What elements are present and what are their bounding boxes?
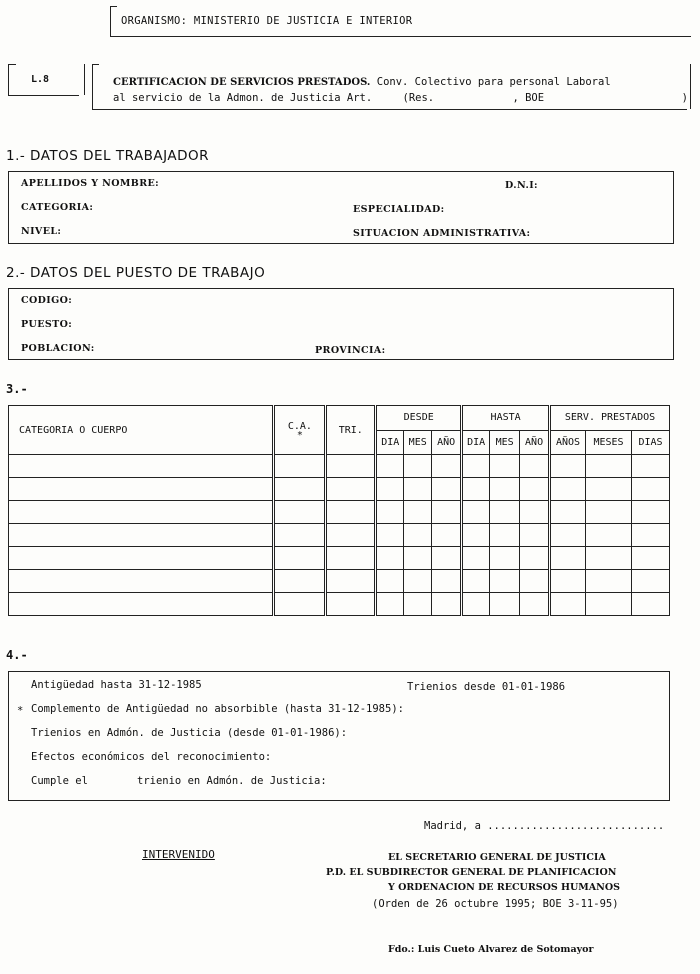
table-cell xyxy=(490,593,520,616)
table-cell xyxy=(432,524,462,547)
table-cell xyxy=(326,570,376,593)
table-row xyxy=(9,570,670,593)
table-cell xyxy=(490,547,520,570)
header-desde-dia: DIA xyxy=(376,430,404,455)
table-cell xyxy=(326,478,376,501)
form-code-box xyxy=(8,64,79,96)
complemento-text: Complemento de Antigüedad no absorbible (hasta 31-12-1985): xyxy=(31,703,404,715)
table-cell xyxy=(586,524,632,547)
signature-line: Fdo.: Luis Cueto Alvarez de Sotomayor xyxy=(388,944,594,955)
table-cell xyxy=(586,501,632,524)
table-cell xyxy=(586,593,632,616)
table-cell xyxy=(586,455,632,478)
boe-label: , BOE xyxy=(512,92,545,104)
table-cell xyxy=(9,570,274,593)
table-cell xyxy=(404,478,432,501)
section4-title: 4.- xyxy=(6,648,28,662)
cumple-rest-text: trienio en Admón. de Justicia: xyxy=(137,775,327,787)
table-cell xyxy=(274,524,326,547)
job-data-box xyxy=(8,288,674,360)
header-ca-mark: * xyxy=(296,429,303,441)
efectos-text: Efectos económicos del reconocimiento: xyxy=(31,751,272,763)
header-categoria: CATEGORIA O CUERPO xyxy=(9,406,274,455)
table-cell xyxy=(462,478,490,501)
table-cell xyxy=(9,455,274,478)
field-poblacion: POBLACION: xyxy=(21,343,95,354)
table-cell xyxy=(490,478,520,501)
table-cell xyxy=(550,547,586,570)
header-desde: DESDE xyxy=(376,406,462,431)
table-cell xyxy=(631,593,669,616)
table-cell xyxy=(520,547,550,570)
table-cell xyxy=(9,547,274,570)
certificate-title: CERTIFICACION DE SERVICIOS PRESTADOS. xyxy=(113,77,371,88)
table-body xyxy=(9,455,670,616)
table-cell xyxy=(9,478,274,501)
table-cell xyxy=(326,593,376,616)
form-code: L.8 xyxy=(31,74,50,85)
secretary-line-4: (Orden de 26 octubre 1995; BOE 3-11-95) xyxy=(372,898,619,910)
table-cell xyxy=(404,501,432,524)
table-cell xyxy=(631,478,669,501)
section3-title: 3.- xyxy=(6,382,28,396)
table-cell xyxy=(462,455,490,478)
services-table xyxy=(8,405,670,616)
header-meses: MESES xyxy=(586,430,632,455)
complemento-mark: * xyxy=(17,705,24,717)
table-cell xyxy=(274,570,326,593)
res-label: (Res. xyxy=(402,92,435,104)
table-cell xyxy=(550,455,586,478)
field-especialidad: ESPECIALIDAD: xyxy=(353,204,445,215)
table-cell xyxy=(550,570,586,593)
table-cell xyxy=(520,455,550,478)
table-cell xyxy=(432,593,462,616)
table-cell xyxy=(520,593,550,616)
table-cell xyxy=(274,501,326,524)
header-dias: DIAS xyxy=(631,430,669,455)
table-cell xyxy=(274,593,326,616)
secretary-line-1: EL SECRETARIO GENERAL DE JUSTICIA xyxy=(388,852,606,863)
table-cell xyxy=(550,478,586,501)
field-nivel: NIVEL: xyxy=(21,226,62,237)
table-cell xyxy=(520,501,550,524)
field-codigo: CODIGO: xyxy=(21,295,73,306)
madrid-date: Madrid, a ............................ xyxy=(424,820,665,832)
field-puesto: PUESTO: xyxy=(21,319,73,330)
closing-bracket: ) xyxy=(681,92,688,104)
table-cell xyxy=(631,570,669,593)
table-cell xyxy=(631,547,669,570)
table-cell xyxy=(404,547,432,570)
table-cell xyxy=(462,570,490,593)
table-cell xyxy=(462,593,490,616)
table-cell xyxy=(586,478,632,501)
table-cell xyxy=(376,593,404,616)
table-cell xyxy=(586,570,632,593)
certificate-article: al servicio de la Admon. de Justicia Art. xyxy=(113,92,373,104)
table-cell xyxy=(520,524,550,547)
certificate-convenio: Conv. Colectivo para personal Laboral xyxy=(376,76,611,88)
header-hasta-mes: MES xyxy=(490,430,520,455)
table-cell xyxy=(376,478,404,501)
table-cell xyxy=(404,593,432,616)
field-apellidos: APELLIDOS Y NOMBRE: xyxy=(21,178,160,189)
table-cell xyxy=(274,547,326,570)
header-hasta-ano: AÑO xyxy=(520,430,550,455)
field-categoria: CATEGORIA: xyxy=(21,202,94,213)
table-cell xyxy=(490,501,520,524)
secretary-line-2: P.D. EL SUBDIRECTOR GENERAL DE PLANIFICACION xyxy=(326,867,617,878)
table-cell xyxy=(326,547,376,570)
table-cell xyxy=(490,455,520,478)
section2-title: 2.- DATOS DEL PUESTO DE TRABAJO xyxy=(6,265,266,281)
table-cell xyxy=(586,547,632,570)
table-row xyxy=(9,501,670,524)
table-cell xyxy=(520,570,550,593)
field-situacion: SITUACION ADMINISTRATIVA: xyxy=(353,228,531,239)
table-cell xyxy=(376,455,404,478)
field-dni: D.N.I: xyxy=(505,180,538,191)
section1-title: 1.- DATOS DEL TRABAJADOR xyxy=(6,148,210,164)
table-cell xyxy=(432,478,462,501)
table-cell xyxy=(274,455,326,478)
table-cell xyxy=(432,455,462,478)
field-provincia: PROVINCIA: xyxy=(315,345,386,356)
table-row xyxy=(9,455,670,478)
certificate-box xyxy=(92,64,687,110)
table-row xyxy=(9,478,670,501)
header-hasta-dia: DIA xyxy=(462,430,490,455)
table-cell xyxy=(274,478,326,501)
table-cell xyxy=(376,570,404,593)
organism-box xyxy=(110,6,691,37)
table-cell xyxy=(432,501,462,524)
trienios-admon-text: Trienios en Admón. de Justicia (desde 01-01-1986): xyxy=(31,727,348,739)
table-cell xyxy=(550,501,586,524)
header-anos: AÑOS xyxy=(550,430,586,455)
intervenido-label: INTERVENIDO xyxy=(142,848,215,861)
table-cell xyxy=(376,501,404,524)
table-cell xyxy=(520,478,550,501)
table-row xyxy=(9,524,670,547)
table-cell xyxy=(404,455,432,478)
table-cell xyxy=(376,524,404,547)
seniority-box xyxy=(8,671,670,801)
worker-data-box xyxy=(8,171,674,244)
table-cell xyxy=(490,524,520,547)
table-cell xyxy=(9,593,274,616)
table-cell xyxy=(550,524,586,547)
cumple-el-text: Cumple el xyxy=(31,775,88,787)
table-row xyxy=(9,593,670,616)
table-cell xyxy=(432,547,462,570)
table-cell xyxy=(462,524,490,547)
table-cell xyxy=(404,570,432,593)
table-row xyxy=(9,547,670,570)
table-cell xyxy=(404,524,432,547)
header-hasta: HASTA xyxy=(462,406,550,431)
antiguedad-text: Antigüedad hasta 31-12-1985 xyxy=(31,679,202,691)
table-cell xyxy=(631,524,669,547)
header-serv: SERV. PRESTADOS xyxy=(550,406,670,431)
table-cell xyxy=(9,524,274,547)
table-header-row-1 xyxy=(9,406,670,431)
table-cell xyxy=(326,455,376,478)
certificate-line-2 xyxy=(113,92,544,104)
header-tri: TRI. xyxy=(326,406,376,455)
header-ca-label: C.A. xyxy=(287,420,312,432)
certificate-line-1 xyxy=(113,76,611,88)
organism-text: ORGANISMO: MINISTERIO DE JUSTICIA E INTERIOR xyxy=(121,15,413,27)
table-cell xyxy=(326,501,376,524)
table-cell xyxy=(462,501,490,524)
secretary-line-3: Y ORDENACION DE RECURSOS HUMANOS xyxy=(388,882,620,893)
table-cell xyxy=(9,501,274,524)
table-cell xyxy=(376,547,404,570)
table-cell xyxy=(432,570,462,593)
table-cell xyxy=(550,593,586,616)
table-cell xyxy=(631,501,669,524)
trienios-desde-text: Trienios desde 01-01-1986 xyxy=(407,681,566,693)
header-desde-mes: MES xyxy=(404,430,432,455)
header-ca xyxy=(274,406,326,455)
table-cell xyxy=(631,455,669,478)
table-cell xyxy=(490,570,520,593)
table-cell xyxy=(462,547,490,570)
table-cell xyxy=(326,524,376,547)
header-desde-ano: AÑO xyxy=(432,430,462,455)
